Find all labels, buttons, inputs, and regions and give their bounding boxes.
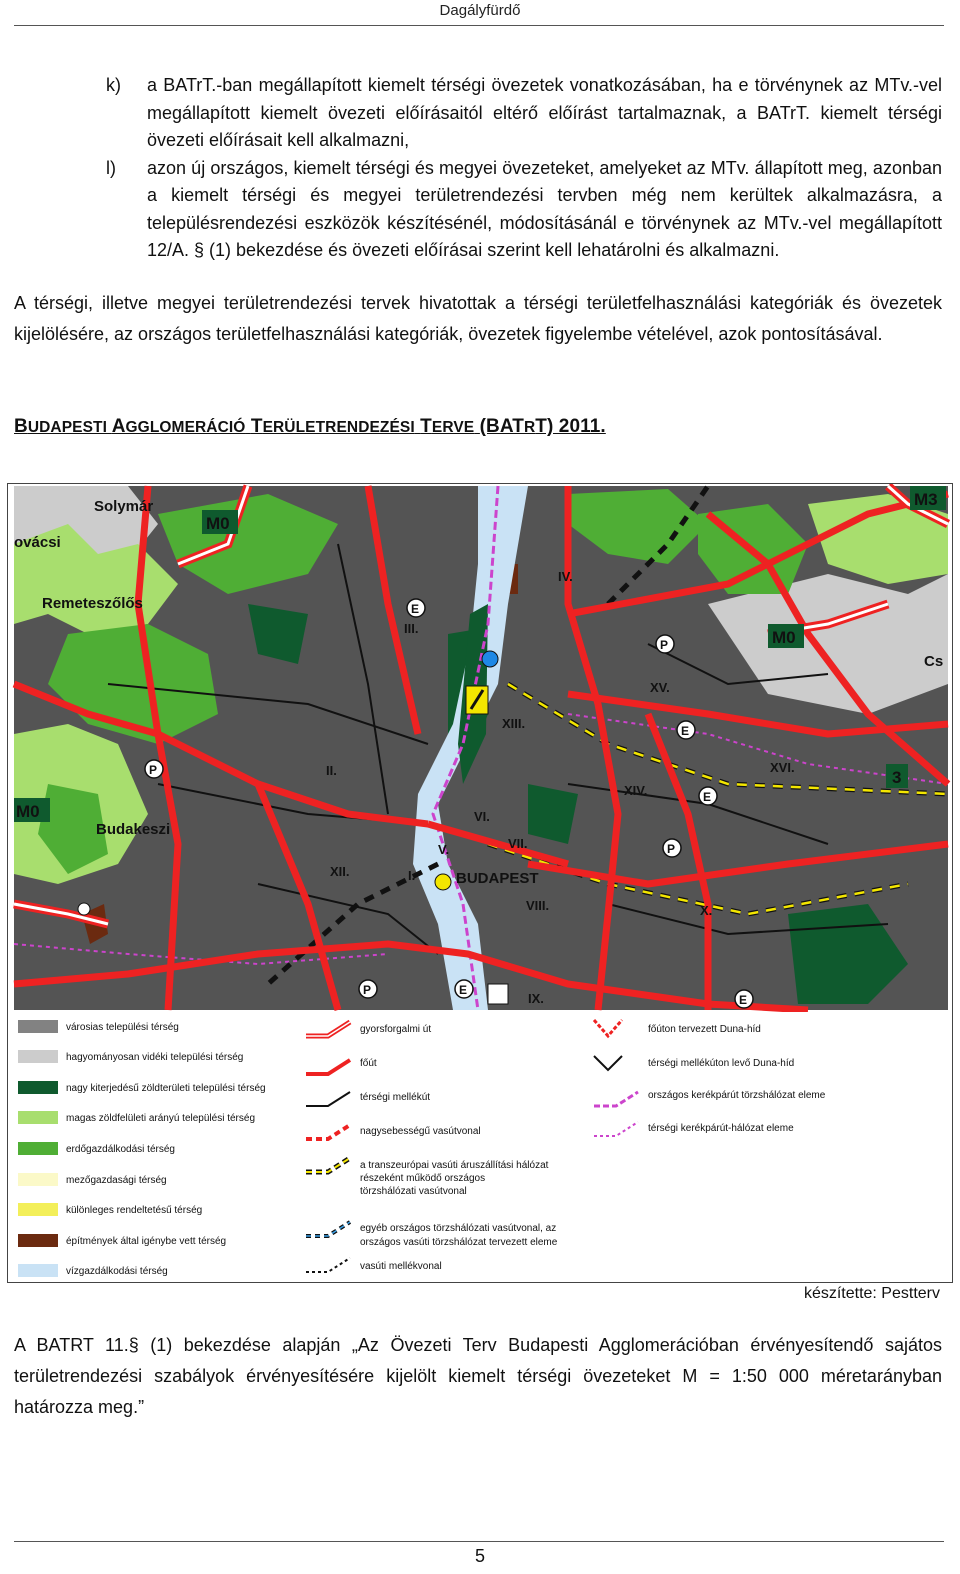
district-label: V. xyxy=(438,842,450,857)
heading-part: B xyxy=(14,416,28,437)
heading-part: (BAT xyxy=(479,416,524,437)
list-item xyxy=(106,72,942,155)
parking-marker-label: P xyxy=(667,842,676,856)
district-label: XVI. xyxy=(770,760,795,775)
map-legend xyxy=(14,1012,948,1280)
road-shield-label: M0 xyxy=(16,802,40,821)
place-label: Solymár xyxy=(94,498,154,515)
legend-label: hagyományosan vidéki települési térség xyxy=(66,1052,244,1063)
heading-part: T) 2011. xyxy=(535,416,606,437)
station-marker-label: E xyxy=(703,790,712,804)
legend-label: gyorsforgalmi út xyxy=(360,1024,432,1035)
swatch-built xyxy=(18,1234,58,1247)
list-marker: k) xyxy=(106,75,121,95)
parking-marker-label: P xyxy=(363,983,372,997)
heading-part: ERVE xyxy=(431,419,475,436)
section-heading xyxy=(14,416,606,438)
heading-part: T xyxy=(250,416,263,437)
legend-label: törzshálózati vasútvonal xyxy=(360,1186,467,1197)
swatch-green-mixed xyxy=(18,1111,58,1124)
legend-label: térségi mellékút xyxy=(360,1092,431,1103)
district-label: VII. xyxy=(508,836,528,851)
legend-label: térségi mellékúton levő Duna-híd xyxy=(648,1058,795,1069)
district-label: XII. xyxy=(330,864,350,879)
district-label: I. xyxy=(408,868,416,883)
place-label: BUDAPEST xyxy=(456,870,539,887)
district-label: VIII. xyxy=(526,898,550,913)
swatch-forest xyxy=(18,1142,58,1155)
legend-label: vasúti mellékvonal xyxy=(360,1261,442,1272)
road-shield-label: 3 xyxy=(892,768,902,787)
list-item-text: azon új országos, kiemelt térségi és megyei övezeteket, amelyeket az MTv. állapított meg, azonban a kiemelt térségi és megyei területrendezési tervben még nem kerültek alkalmazásra, a településrendezési eszközök készítésénél, módosításánál e törvénynek az MTv.-vel megállapított 12/A. § (1) bekezdése és övezeti előírásai szerint kell lehatárolni és alkalmazni. xyxy=(147,157,942,260)
map-image xyxy=(14,486,948,1010)
swatch-rural xyxy=(18,1050,58,1063)
map-figure xyxy=(7,483,953,1283)
parking-marker-label: P xyxy=(149,763,158,777)
legend-label: építmények által igénybe vett térség xyxy=(66,1236,227,1247)
legend-label: főúton tervezett Duna-híd xyxy=(648,1024,761,1035)
heading-part: GGLOMERÁCIÓ xyxy=(125,419,246,436)
district-label: XIII. xyxy=(502,716,526,731)
figure-credit: készítette: Pestterv xyxy=(803,1285,940,1302)
legend-label: erdőgazdálkodási térség xyxy=(66,1144,175,1155)
legend-label: térségi kerékpárút-hálózat eleme xyxy=(648,1123,794,1134)
station-marker-label: E xyxy=(459,983,468,997)
footer-rule xyxy=(14,1541,944,1542)
body-paragraph: A BATRT 11.§ (1) bekezdése alapján „Az Övezeti Terv Budapesti Agglomerációban érvényesítendő sajátos területrendezési szabályok érvényesítésére kijelölt kiemelt térségi övezeteket M = 1:50 000 méretarányban határozza meg.” xyxy=(14,1335,942,1417)
heading-part: ERÜLETRENDEZÉSI xyxy=(262,419,415,436)
port-icon xyxy=(482,651,498,667)
legend-label: magas zöldfelületi arányú települési térség xyxy=(66,1113,255,1124)
harbor-icon xyxy=(488,984,508,1004)
legend-label: nagy kiterjedésű zöldterületi települési térség xyxy=(66,1083,266,1094)
road-shield-label: M0 xyxy=(206,514,230,533)
place-label: Budakeszi xyxy=(96,821,171,838)
list-marker: l) xyxy=(106,157,116,178)
station-marker-label: E xyxy=(681,724,690,738)
airport-icon xyxy=(78,903,90,915)
swatch-special xyxy=(18,1203,58,1216)
parking-marker-label: P xyxy=(660,638,669,652)
swatch-large-green xyxy=(18,1081,58,1094)
district-label: VI. xyxy=(474,809,490,824)
place-label: ovácsi xyxy=(14,534,61,551)
district-label: X. xyxy=(700,903,713,918)
district-label: XIV. xyxy=(624,783,648,798)
legend-label: országos kerékpárút törzshálózat eleme xyxy=(648,1090,826,1101)
running-header: Dagályfürdő xyxy=(439,2,521,19)
legend-label: egyéb országos törzshálózati vasútvonal, az xyxy=(360,1223,557,1234)
legend-label: vízgazdálkodási térség xyxy=(66,1266,168,1277)
swatch-agri xyxy=(18,1173,58,1186)
heading-part: UDAPESTI xyxy=(27,419,107,436)
legend-label: városias települési térség xyxy=(66,1022,179,1033)
legend-label: részeként működő országos xyxy=(360,1173,486,1184)
road-shield-label: M3 xyxy=(914,490,938,509)
station-marker-label: E xyxy=(739,993,748,1007)
list-item-text: a BATrT.-ban megállapított kiemelt térségi övezetek vonatkozásában, ha e törvénynek az MTv.-vel megállapított kiemelt övezeti előírásaitól eltérő előírást tartalmaznak, a BATrT. kiemelt térségi övezeti előírásait kell alkalmazni, xyxy=(147,75,942,150)
swatch-urban xyxy=(18,1020,58,1033)
district-label: IV. xyxy=(558,569,573,584)
page-number: 5 xyxy=(474,1546,485,1566)
list-item xyxy=(106,155,942,265)
road-shield-label: M0 xyxy=(772,628,796,647)
header-rule xyxy=(14,25,944,26)
swatch-water xyxy=(18,1264,58,1277)
legend-label: különleges rendeltetésű térség xyxy=(66,1205,203,1216)
legend-label: nagysebességű vasútvonal xyxy=(360,1126,481,1137)
provision-list xyxy=(106,72,942,265)
district-label: III. xyxy=(404,621,419,636)
legend-label: a transzeurópai vasúti áruszállítási hálózat xyxy=(360,1160,549,1171)
heading-part: A xyxy=(111,416,126,437)
legend-label: főút xyxy=(360,1058,377,1069)
district-label: II. xyxy=(326,763,337,778)
heading-part: T xyxy=(420,416,432,437)
station-marker-label: E xyxy=(411,602,420,616)
district-label: XV. xyxy=(650,680,670,695)
body-paragraph: A térségi, illetve megyei területrendezési tervek hivatottak a térségi területfelhasználási kategóriák és övezetek kijelölésére, az országos területfelhasználási kategóriák, övezetek figyelembe vételével, azok pontosításával. xyxy=(14,293,942,344)
district-label: IX. xyxy=(528,991,544,1006)
port-icon xyxy=(435,874,451,890)
place-label: Cs xyxy=(924,653,944,670)
heading-part: R xyxy=(524,419,536,436)
legend-label: országos vasúti törzshálózat tervezett eleme xyxy=(360,1237,558,1248)
place-label: Remeteszőlős xyxy=(42,595,143,612)
legend-label: mezőgazdasági térség xyxy=(66,1175,167,1186)
